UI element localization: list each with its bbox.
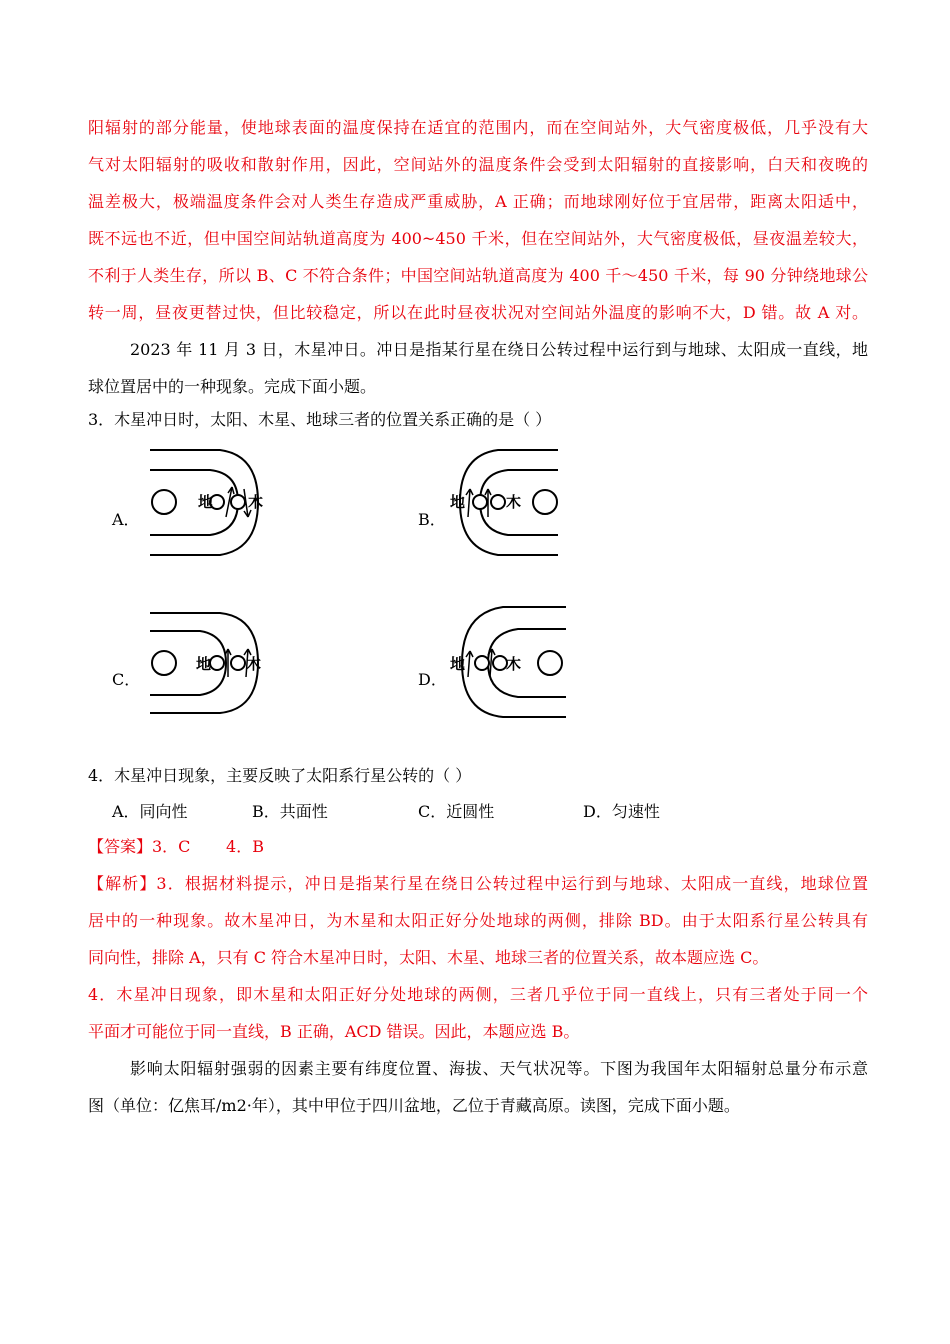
jupiter-label: 木 bbox=[246, 655, 262, 673]
q4-option-a: A．同向性 bbox=[112, 802, 188, 821]
option-b-label: B． bbox=[418, 510, 446, 529]
jupiter-label: 木 bbox=[506, 655, 522, 673]
answer-line: 【答案】3．C 4．B bbox=[88, 837, 264, 856]
q4-option-b: B．共面性 bbox=[252, 802, 328, 821]
explanation-line: 气对太阳辐射的吸收和散射作用，因此，空间站外的温度条件会受到太阳辐射的直接影响，白天和夜晚的 bbox=[88, 155, 868, 174]
option-d-label: D． bbox=[418, 670, 447, 689]
explanation-line: 既不远也不近，但中国空间站轨道高度为 400~450 千米，但在空间站外，大气密度极低，昼夜温差较大， bbox=[88, 229, 868, 248]
analysis-line: 【解析】3．根据材料提示，冲日是指某行星在绕日公转过程中运行到与地球、太阳成一直线，地球位置 bbox=[88, 874, 868, 893]
analysis-line: 居中的一种现象。故木星冲日，为木星和太阳正好分处地球的两侧，排除 BD。由于太阳系行星公转具有 bbox=[88, 911, 868, 930]
analysis-line: 平面才可能位于同一直线，B 正确，ACD 错误。因此，本题应选 B。 bbox=[88, 1022, 580, 1041]
option-d-diagram bbox=[448, 605, 578, 720]
earth-label: 地 bbox=[196, 655, 212, 673]
explanation-line: 转一周，昼夜更替过快，但比较稳定，所以在此时昼夜状况对空间站外温度的影响不大，D 错。故 A 对。 bbox=[88, 303, 868, 322]
earth-label: 地 bbox=[198, 493, 214, 511]
q4-option-c: C．近圆性 bbox=[418, 802, 495, 821]
question-3-stem: 3．木星冲日时，太阳、木星、地球三者的位置关系正确的是（ ） bbox=[88, 410, 552, 429]
q4-option-d: D．匀速性 bbox=[583, 802, 660, 821]
option-a-label: A． bbox=[112, 510, 140, 529]
earth-label: 地 bbox=[450, 655, 466, 673]
explanation-line: 温差极大，极端温度条件会对人类生存造成严重威胁，A 正确；而地球刚好位于宜居带，距离太阳适中， bbox=[88, 192, 868, 211]
material-text: 球位置居中的一种现象。完成下面小题。 bbox=[88, 377, 377, 396]
material-text: 影响太阳辐射强弱的因素主要有纬度位置、海拔、天气状况等。下图为我国年太阳辐射总量分布示意 bbox=[130, 1059, 868, 1078]
option-c-label: C． bbox=[112, 670, 141, 689]
jupiter-label: 木 bbox=[248, 493, 264, 511]
explanation-line: 不利于人类生存，所以 B、C 不符合条件；中国空间站轨道高度为 400 千～450 千米，每 90 分钟绕地球公 bbox=[88, 266, 868, 285]
earth-label: 地 bbox=[450, 493, 466, 511]
material-text: 图（单位：亿焦耳/m2·年），其中甲位于四川盆地，乙位于青藏高原。读图，完成下面小题。 bbox=[88, 1096, 740, 1115]
option-c-diagram bbox=[140, 605, 270, 720]
option-b-diagram bbox=[448, 445, 578, 560]
analysis-line: 4．木星冲日现象，即木星和太阳正好分处地球的两侧，三者几乎位于同一直线上，只有三者处于同一个 bbox=[88, 985, 868, 1004]
explanation-line: 阳辐射的部分能量，使地球表面的温度保持在适宜的范围内，而在空间站外，大气密度极低，几乎没有大 bbox=[88, 118, 868, 137]
material-text: 2023 年 11 月 3 日，木星冲日。冲日是指某行星在绕日公转过程中运行到与地球、太阳成一直线，地 bbox=[130, 340, 868, 359]
analysis-line: 同向性，排除 A，只有 C 符合木星冲日时，太阳、木星、地球三者的位置关系，故本题应选 C。 bbox=[88, 948, 769, 967]
jupiter-label: 木 bbox=[506, 493, 522, 511]
question-4-stem: 4．木星冲日现象，主要反映了太阳系行星公转的（ ） bbox=[88, 766, 472, 785]
option-a-diagram bbox=[140, 445, 270, 560]
